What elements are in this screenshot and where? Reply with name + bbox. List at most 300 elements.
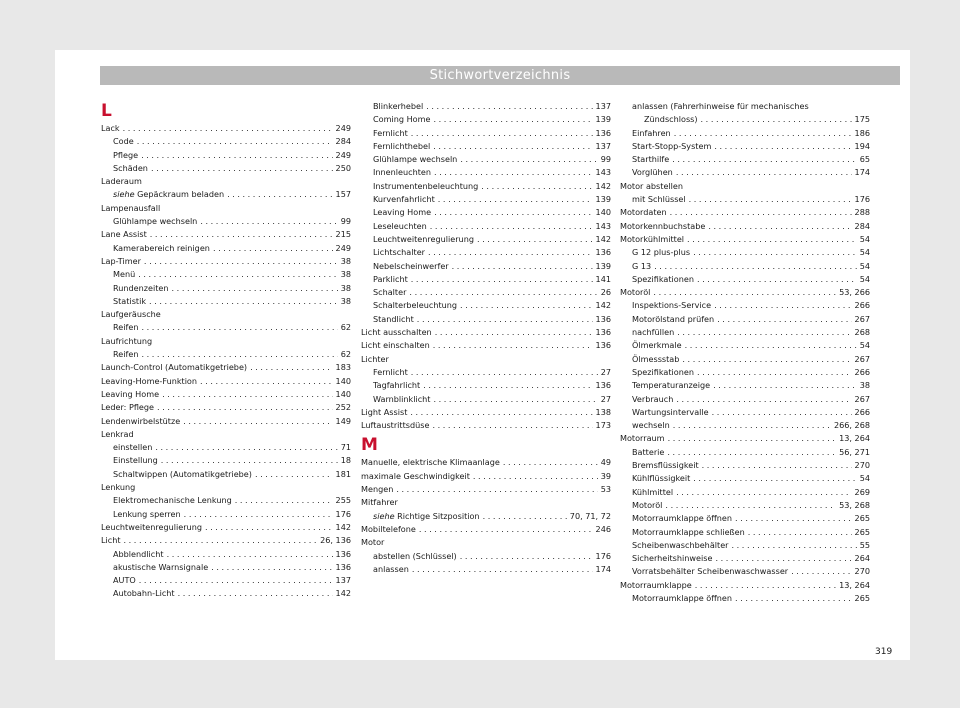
index-entry-label: Light Assist xyxy=(361,406,408,417)
index-entry-label: Laufrichtung xyxy=(101,335,153,346)
dot-leader xyxy=(200,215,337,228)
index-entry-label: Leuchtweitenregulierung xyxy=(373,233,474,244)
index-entry-label: Ölmerkmale xyxy=(632,340,682,351)
index-entry xyxy=(620,193,870,206)
index-page-ref: 268 xyxy=(854,327,870,338)
index-entry-label: Motor abstellen xyxy=(620,180,684,191)
index-page-ref: 62 xyxy=(340,349,351,360)
index-page-ref: 142 xyxy=(335,588,351,599)
index-entry xyxy=(620,353,870,366)
index-entry xyxy=(620,379,870,392)
dot-leader xyxy=(677,326,851,339)
index-entry-text: Gepäckraum beladen xyxy=(134,189,225,200)
index-entry xyxy=(620,273,870,286)
index-entry-label: Temperaturanzeige xyxy=(632,380,711,391)
index-page-ref: 139 xyxy=(595,194,611,205)
dot-leader xyxy=(682,353,851,366)
index-page-ref: 267 xyxy=(854,393,870,404)
index-entry-label: Starthilfe xyxy=(632,154,670,165)
dot-leader xyxy=(213,242,333,255)
index-entry xyxy=(361,206,611,219)
index-page-ref: 54 xyxy=(859,473,870,484)
index-page-ref: 38 xyxy=(859,380,870,391)
index-page-ref: 176 xyxy=(595,550,611,561)
index-entry-label: Lenkung xyxy=(101,482,136,493)
index-page-ref: 137 xyxy=(335,575,351,586)
index-heading xyxy=(361,353,611,366)
index-entry xyxy=(361,127,611,140)
dot-leader xyxy=(167,548,333,561)
index-page-ref: 249 xyxy=(335,242,351,253)
index-entry-label: Lack xyxy=(101,123,120,133)
index-entry xyxy=(620,419,870,432)
dot-leader xyxy=(250,361,332,374)
index-entry xyxy=(620,432,870,445)
dot-leader xyxy=(434,206,592,219)
dot-leader xyxy=(674,127,852,140)
index-page-ref: 215 xyxy=(335,229,351,240)
index-entry-label: G 13 xyxy=(632,260,652,271)
index-entry-label: Licht ausschalten xyxy=(361,327,432,338)
index-page-ref: 70, 71, 72 xyxy=(569,510,611,521)
index-entry-label: Leaving-Home-Funktion xyxy=(101,375,198,386)
index-entry xyxy=(361,299,611,312)
dot-leader xyxy=(151,162,333,175)
index-entry-label: Coming Home xyxy=(373,114,431,125)
dot-leader xyxy=(693,246,857,259)
dot-leader xyxy=(123,122,333,135)
index-page-ref: 137 xyxy=(595,140,611,151)
index-entry xyxy=(361,550,611,563)
dot-leader xyxy=(653,286,836,299)
dot-leader xyxy=(748,526,852,539)
index-page-ref: 27 xyxy=(600,366,611,377)
index-page-ref: 142 xyxy=(595,180,611,191)
index-page-ref: 141 xyxy=(595,273,611,284)
dot-leader xyxy=(717,313,851,326)
dot-leader xyxy=(161,454,338,467)
index-entry-label: Mengen xyxy=(361,484,394,495)
index-entry xyxy=(361,113,611,126)
dot-leader xyxy=(503,456,598,469)
index-page-ref: 266 xyxy=(854,366,870,377)
dot-leader xyxy=(411,366,598,379)
index-entry xyxy=(101,574,351,587)
index-entry-label: Lenkung sperren xyxy=(113,508,181,519)
index-page-ref: 174 xyxy=(595,563,611,574)
dot-leader xyxy=(714,299,851,312)
dot-leader xyxy=(417,313,593,326)
index-page-ref: 157 xyxy=(335,189,351,200)
index-entry-label: Motoröl xyxy=(620,287,651,298)
index-heading xyxy=(101,175,351,188)
index-page-ref: 54 xyxy=(859,233,870,244)
index-entry-label: Motorraum xyxy=(620,433,665,444)
dot-leader xyxy=(144,255,338,268)
index-page-ref: 140 xyxy=(335,375,351,386)
index-entry xyxy=(620,446,870,459)
index-page-ref: 176 xyxy=(854,194,870,205)
index-page-ref: 142 xyxy=(595,233,611,244)
dot-leader xyxy=(430,220,593,233)
index-entry xyxy=(620,113,870,126)
index-entry xyxy=(101,415,351,428)
index-entry xyxy=(101,561,351,574)
index-page-ref: 136 xyxy=(595,327,611,338)
index-entry-label: Lichter xyxy=(361,353,389,364)
index-page-ref: 54 xyxy=(859,340,870,351)
index-entry-label: Code xyxy=(113,136,134,147)
index-entry xyxy=(620,565,870,578)
dot-leader xyxy=(714,140,851,153)
index-entry-label: Schalterbeleuchtung xyxy=(373,300,458,311)
index-page-ref: 38 xyxy=(340,295,351,306)
index-page-ref: 149 xyxy=(335,415,351,426)
index-entry xyxy=(620,140,870,153)
dot-leader xyxy=(460,550,593,563)
dot-leader xyxy=(433,113,592,126)
dot-leader xyxy=(411,127,593,140)
see-reference: siehe xyxy=(373,510,395,521)
index-page-ref: 183 xyxy=(335,362,351,373)
index-entry-label: Tagfahrlicht xyxy=(373,380,421,391)
index-entry-label: Laufgeräusche xyxy=(101,309,161,320)
index-entry-label: Elektromechanische Lenkung xyxy=(113,495,232,506)
index-page-ref: 249 xyxy=(335,123,351,133)
index-heading xyxy=(101,481,351,494)
index-entry-label: Scheibenwaschbehälter xyxy=(632,539,729,550)
index-entry xyxy=(101,508,351,521)
index-entry xyxy=(620,406,870,419)
index-entry-label: abstellen (Schlüssel) xyxy=(373,550,457,561)
index-page-ref: 249 xyxy=(335,149,351,160)
index-entry xyxy=(101,548,351,561)
index-entry-label: Launch-Control (Automatikgetriebe) xyxy=(101,362,248,373)
index-entry xyxy=(620,552,870,565)
dot-leader xyxy=(419,523,593,536)
index-page-ref: 136 xyxy=(595,380,611,391)
index-entry xyxy=(361,166,611,179)
index-page-ref: 38 xyxy=(340,269,351,280)
index-entry-label: Statistik xyxy=(113,295,147,306)
dot-leader xyxy=(732,539,857,552)
index-entry-text: Richtige Sitzposition xyxy=(394,510,480,521)
index-entry-label: Vorglühen xyxy=(632,167,673,178)
index-entry xyxy=(361,153,611,166)
index-entry-label: Einfahren xyxy=(632,127,671,138)
index-entry xyxy=(101,348,351,361)
index-page-ref: 174 xyxy=(854,167,870,178)
dot-leader xyxy=(689,193,852,206)
index-page-ref: 140 xyxy=(335,388,351,399)
index-entry xyxy=(361,273,611,286)
dot-leader xyxy=(137,135,333,148)
dot-leader xyxy=(412,563,593,576)
dot-leader xyxy=(735,512,852,525)
index-page-ref: 175 xyxy=(854,114,870,125)
index-entry-label: Autobahn-Licht xyxy=(113,588,175,599)
dot-leader xyxy=(685,339,857,352)
index-page-ref: 49 xyxy=(600,457,611,468)
index-entry-label: Abblendlicht xyxy=(113,548,164,559)
index-heading xyxy=(361,496,611,509)
index-entry-label: anlassen xyxy=(373,563,409,574)
index-entry xyxy=(620,539,870,552)
index-entry-label: Start-Stopp-System xyxy=(632,140,712,151)
dot-leader xyxy=(138,268,337,281)
index-entry xyxy=(620,339,870,352)
index-page-ref: 136 xyxy=(335,561,351,572)
dot-leader xyxy=(434,166,593,179)
index-entry xyxy=(620,127,870,140)
index-page-ref: 270 xyxy=(854,460,870,471)
index-entry-label: Ölmessstab xyxy=(632,353,680,364)
index-page-ref: 38 xyxy=(340,282,351,293)
dot-leader xyxy=(141,348,337,361)
index-entry-label: Motordaten xyxy=(620,207,667,218)
index-entry-label: Schalter xyxy=(373,287,407,298)
index-entry xyxy=(361,470,611,483)
index-page-ref: 284 xyxy=(854,220,870,231)
index-page-ref: 176 xyxy=(335,508,351,519)
index-page-ref: 39 xyxy=(600,470,611,481)
index-entry-label: Parklicht xyxy=(373,273,408,284)
dot-leader xyxy=(712,406,852,419)
index-page-ref: 99 xyxy=(340,216,351,227)
page-number: 319 xyxy=(875,647,893,657)
index-entry xyxy=(361,406,611,419)
index-entry-label: Motorraumklappe öffnen xyxy=(632,513,733,524)
index-entry xyxy=(620,153,870,166)
index-page-ref: 267 xyxy=(854,313,870,324)
dot-leader xyxy=(178,587,333,600)
dot-leader xyxy=(396,483,597,496)
index-entry xyxy=(101,228,351,241)
index-entry xyxy=(620,592,870,605)
index-page-ref: 265 xyxy=(854,526,870,537)
dot-leader xyxy=(426,100,592,113)
index-entry xyxy=(620,512,870,525)
index-entry xyxy=(620,326,870,339)
index-entry xyxy=(101,587,351,600)
dot-leader xyxy=(452,260,593,273)
dot-leader xyxy=(410,406,592,419)
index-page-ref: 139 xyxy=(595,260,611,271)
index-page-ref: 54 xyxy=(859,260,870,271)
index-entry-label: Luftaustrittsdüse xyxy=(361,420,430,431)
dot-leader xyxy=(672,153,856,166)
index-entry xyxy=(620,260,870,273)
index-entry xyxy=(101,135,351,148)
dot-leader xyxy=(139,574,333,587)
index-entry-label: Motor xyxy=(361,537,385,548)
dot-leader xyxy=(460,299,593,312)
index-page-ref: 13, 264 xyxy=(839,579,870,590)
dot-leader xyxy=(477,233,593,246)
index-entry xyxy=(101,468,351,481)
index-entry xyxy=(620,486,870,499)
dot-leader xyxy=(676,486,851,499)
index-entry xyxy=(361,246,611,259)
index-entry-label: Standlicht xyxy=(373,313,414,324)
index-page-ref: 284 xyxy=(335,136,351,147)
index-page-ref: 266 xyxy=(854,406,870,417)
dot-leader xyxy=(708,220,851,233)
dot-leader xyxy=(141,321,337,334)
dot-leader xyxy=(713,379,857,392)
index-entry xyxy=(620,246,870,259)
index-entry-label: Blinkerhebel xyxy=(373,101,424,111)
index-entry-label: Schäden xyxy=(113,162,148,173)
index-page-ref: 140 xyxy=(595,207,611,218)
index-entry-label: G 12 plus-plus xyxy=(632,247,691,258)
index-entry xyxy=(361,379,611,392)
index-entry xyxy=(101,534,351,547)
index-entry-label: Laderaum xyxy=(101,176,142,187)
index-entry-label: Leuchtweitenregulierung xyxy=(101,521,202,532)
dot-leader xyxy=(435,326,593,339)
index-entry xyxy=(620,579,870,592)
index-page-ref: 54 xyxy=(859,273,870,284)
index-entry-label: Leseleuchten xyxy=(373,220,427,231)
index-entry-label: Lap-Timer xyxy=(101,255,141,266)
index-entry-label: einstellen xyxy=(113,442,153,453)
index-page-ref: 269 xyxy=(854,486,870,497)
dot-leader xyxy=(665,499,836,512)
index-entry-label: Menü xyxy=(113,269,136,280)
index-entry-label: Kamerabereich reinigen xyxy=(113,242,210,253)
index-entry-label: Rundenzeiten xyxy=(113,282,169,293)
index-page-ref: 143 xyxy=(595,220,611,231)
index-heading xyxy=(101,335,351,348)
index-heading xyxy=(101,308,351,321)
index-page-ref: 53, 266 xyxy=(839,287,870,298)
dot-leader xyxy=(428,246,593,259)
dot-leader xyxy=(735,592,852,605)
index-entry xyxy=(361,260,611,273)
dot-leader xyxy=(702,459,852,472)
dot-leader xyxy=(432,419,592,432)
index-entry-label: Kurvenfahrlicht xyxy=(373,194,435,205)
dot-leader xyxy=(667,446,836,459)
index-entry-label: Glühlampe wechseln xyxy=(373,154,458,165)
index-entry-label: Wartungsintervalle xyxy=(632,406,709,417)
dot-leader xyxy=(473,470,598,483)
index-entry xyxy=(101,521,351,534)
index-heading xyxy=(101,202,351,215)
index-entry-label: Warnblinklicht xyxy=(373,393,431,404)
index-entry xyxy=(620,472,870,485)
index-page-ref: 266, 268 xyxy=(833,420,870,431)
index-entry-label: Leaving Home xyxy=(373,207,432,218)
index-entry-label: wechseln xyxy=(632,420,670,431)
index-entry-label: akustische Warnsignale xyxy=(113,561,209,572)
page-header: Stichwortverzeichnis xyxy=(100,66,900,85)
dot-leader xyxy=(697,273,857,286)
index-entry-label: Glühlampe wechseln xyxy=(113,216,198,227)
index-entry-label: Schaltwippen (Automatikgetriebe) xyxy=(113,468,252,479)
dot-leader xyxy=(483,510,567,523)
index-entry xyxy=(101,494,351,507)
dot-leader xyxy=(227,188,332,201)
index-entry xyxy=(620,206,870,219)
index-entry-label: Verbrauch xyxy=(632,393,674,404)
dot-leader xyxy=(791,565,851,578)
dot-leader xyxy=(172,282,338,295)
dot-leader xyxy=(460,153,597,166)
index-page-ref: 53 xyxy=(600,484,611,495)
index-entry xyxy=(101,441,351,454)
dot-leader xyxy=(157,401,333,414)
index-entry xyxy=(101,215,351,228)
index-entry-label: Kühlflüssigkeit xyxy=(632,473,691,484)
dot-leader xyxy=(715,552,851,565)
index-page-ref: 136 xyxy=(595,247,611,258)
index-page-ref: 267 xyxy=(854,353,870,364)
index-entry xyxy=(620,526,870,539)
index-entry-label: Fernlichthebel xyxy=(373,140,431,151)
dot-leader xyxy=(211,561,332,574)
index-entry-label: Reifen xyxy=(113,322,139,333)
index-entry xyxy=(620,313,870,326)
dot-leader xyxy=(693,472,856,485)
index-entry xyxy=(620,166,870,179)
index-entry xyxy=(101,122,351,135)
index-heading xyxy=(101,428,351,441)
index-entry xyxy=(101,388,351,401)
index-page-ref: 136 xyxy=(595,313,611,324)
index-entry-label: Licht xyxy=(101,535,121,546)
dot-leader xyxy=(141,149,332,162)
index-entry xyxy=(620,286,870,299)
dot-leader xyxy=(200,375,333,388)
index-entry-label: Nebelscheinwerfer xyxy=(373,260,449,271)
index-page-ref: 137 xyxy=(595,101,611,111)
index-entry-label: nachfüllen xyxy=(632,327,675,338)
dot-leader xyxy=(411,273,593,286)
index-entry-label: Spezifikationen xyxy=(632,366,694,377)
index-entry xyxy=(620,499,870,512)
index-entry xyxy=(361,483,611,496)
index-entry-label: Pflege xyxy=(113,149,139,160)
index-entry-label: Inspektions-Service xyxy=(632,300,712,311)
index-entry-label xyxy=(113,188,224,201)
index-entry xyxy=(361,193,611,206)
dot-leader xyxy=(697,366,852,379)
index-entry-label: Manuelle, elektrische Klimaanlage xyxy=(361,457,500,468)
index-page-ref: 173 xyxy=(595,420,611,431)
index-page-ref: 65 xyxy=(859,154,870,165)
index-entry xyxy=(361,419,611,432)
index-page-ref: 136 xyxy=(335,548,351,559)
index-entry-label: Motoröl xyxy=(632,499,663,510)
index-entry xyxy=(101,162,351,175)
see-reference: siehe xyxy=(113,189,135,200)
index-page-ref: 26, 136 xyxy=(320,535,351,546)
index-heading xyxy=(620,100,870,113)
index-page-ref: 13, 264 xyxy=(839,433,870,444)
dot-leader xyxy=(670,206,852,219)
index-entry-label: Lenkrad xyxy=(101,428,134,439)
dot-leader xyxy=(124,534,318,547)
dot-leader xyxy=(235,494,333,507)
index-column-3 xyxy=(620,100,870,605)
index-entry xyxy=(101,321,351,334)
index-entry xyxy=(101,268,351,281)
dot-leader xyxy=(155,441,337,454)
index-page-ref: 99 xyxy=(600,154,611,165)
index-entry xyxy=(361,100,611,113)
